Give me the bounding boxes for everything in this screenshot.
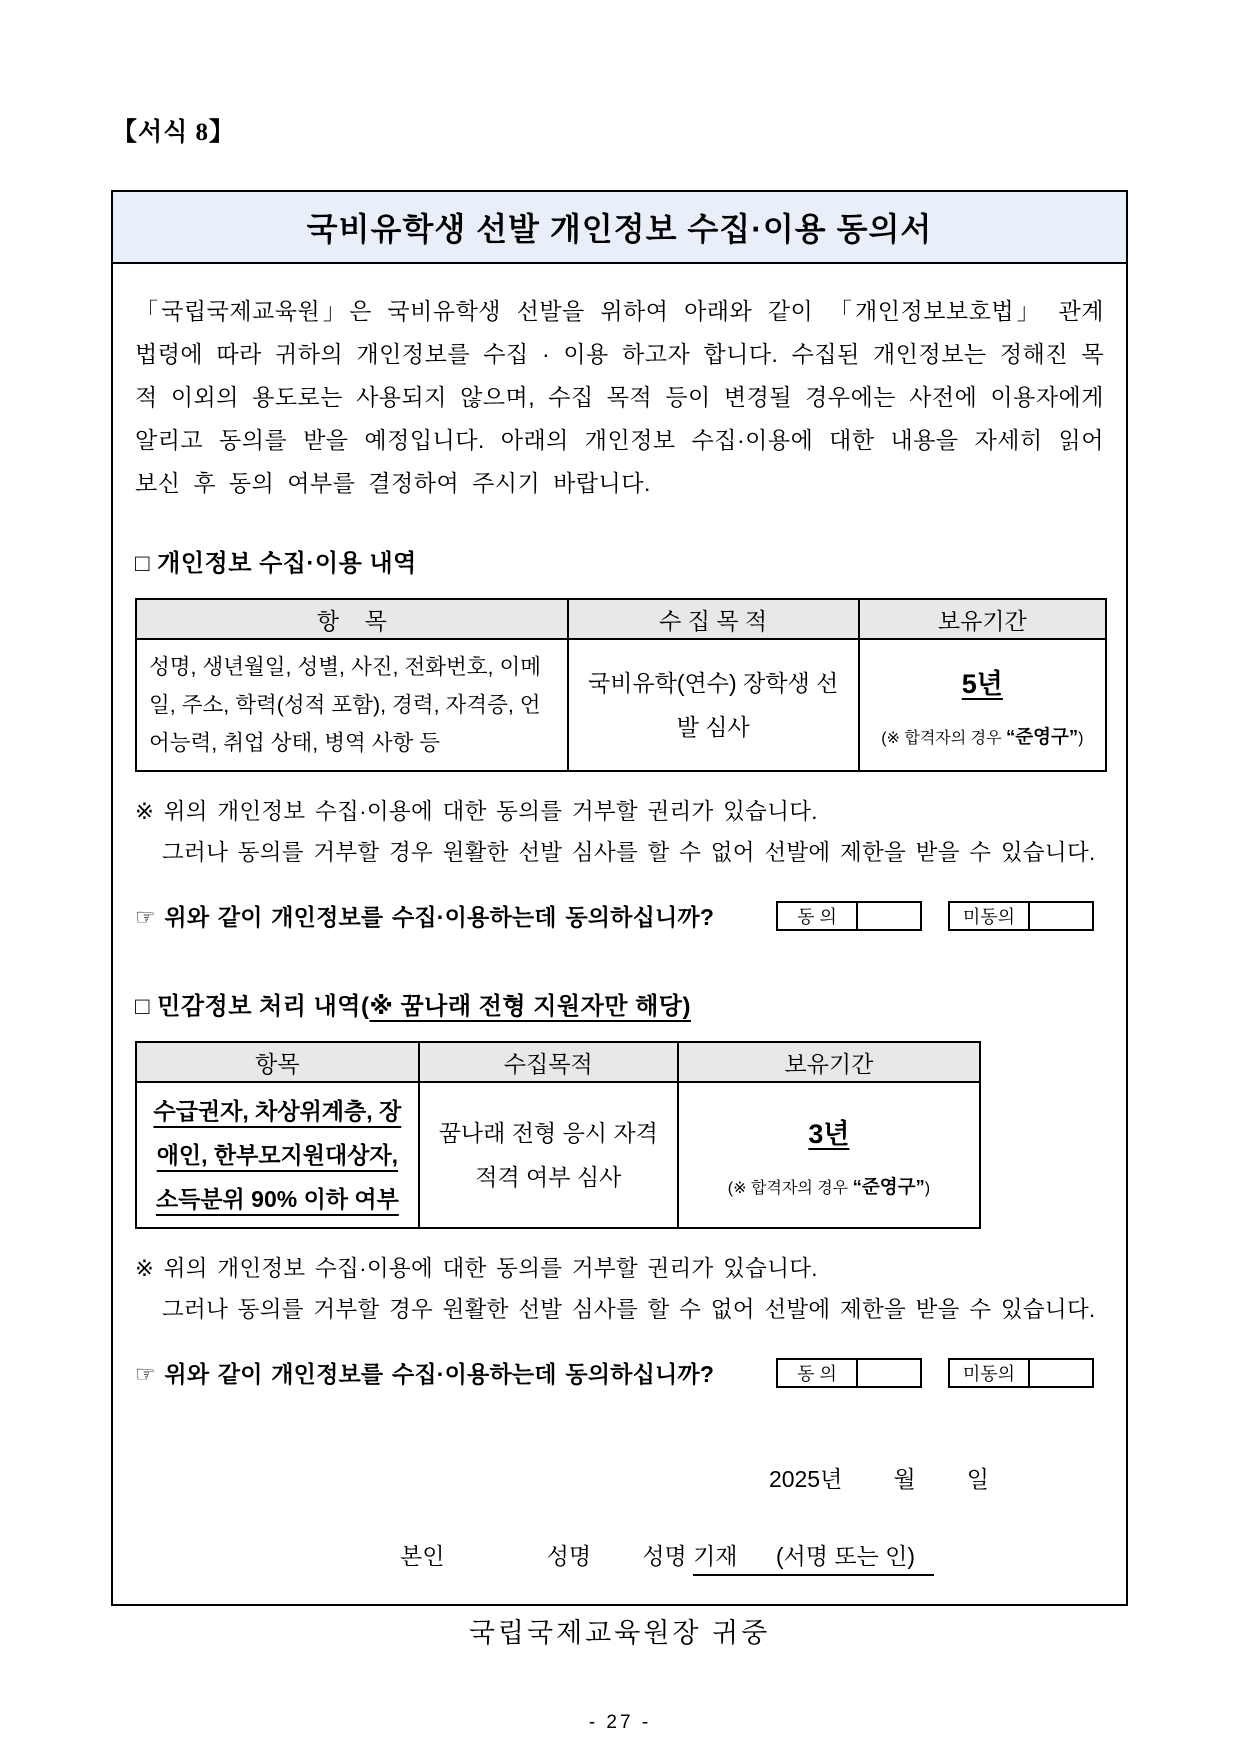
agree-mark-cell[interactable] — [858, 1360, 920, 1386]
agree-label: 동 의 — [778, 903, 858, 929]
agree-box — [776, 1358, 922, 1388]
form-label: 【서식 8】 — [112, 119, 236, 146]
note-post: ) — [924, 1179, 931, 1197]
consent-question-row-2 — [135, 1356, 1104, 1389]
refusal-right-note: ※ 위의 개인정보 수집·이용에 대한 동의를 거부할 권리가 있습니다. — [135, 1256, 818, 1281]
purpose-cell: 꿈나래 전형 응시 자격 적격 여부 심사 — [419, 1082, 678, 1228]
document-body — [113, 264, 1126, 1650]
personal-info-table — [135, 598, 1107, 772]
note-bold: “준영구” — [1006, 725, 1079, 747]
header-period: 보유기간 — [678, 1042, 980, 1082]
retention-period: 5년 — [961, 668, 1003, 699]
signature-line — [400, 1538, 1104, 1571]
retention-period: 3년 — [808, 1118, 850, 1149]
note-bold: “준영구” — [852, 1175, 925, 1197]
disagree-mark-cell[interactable] — [1030, 1360, 1092, 1386]
header-purpose: 수 집 목 적 — [568, 599, 859, 639]
table-row — [136, 639, 1106, 771]
period-cell — [859, 639, 1106, 771]
agree-label: 동 의 — [778, 1360, 858, 1386]
retention-period-note — [864, 723, 1101, 749]
section1-heading: □ 개인정보 수집·이용 내역 — [135, 550, 417, 577]
sensitive-info-table — [135, 1041, 981, 1229]
consent-question-row-1 — [135, 899, 1104, 932]
refusal-consequence-note: 그러나 동의를 거부할 경우 원활한 선발 심사를 할 수 없어 선발에 제한을 받을 수 있습니다. — [162, 1297, 1096, 1322]
choice-boxes — [776, 1358, 1094, 1388]
intro-paragraph: 「국립국제교육원」은 국비유학생 선발을 위하여 아래와 같이 「개인정보보호법」 관계 법령에 따라 귀하의 개인정보를 수집 · 이용 하고자 합니다. 수집된 개인정보는 정해진 목적 이외의 용도로는 사용되지 않으며, 수집 목적 등이 변경될 경우에는 사전에 이용자에게 알리고 동의를 받을 예정입니다. 아래의 개인정보 수집·이용에 대한 내용을 자세히 읽어 보신 후 동의 여부를 결정하여 주시기 바랍니다. — [135, 298, 1104, 496]
disagree-box — [948, 1358, 1094, 1388]
note-pre: (※ 합격자의 경우 — [881, 729, 1006, 747]
disagree-mark-cell[interactable] — [1030, 903, 1092, 929]
page-number: - 27 - — [588, 1712, 652, 1733]
agree-box — [776, 901, 922, 931]
signature-field[interactable]: 기재 (서명 또는 인) — [693, 1543, 934, 1576]
consent-question: ☞ 위와 같이 개인정보를 수집·이용하는데 동의하십니까? — [135, 904, 715, 930]
table-header-row — [136, 599, 1106, 639]
refusal-right-note: ※ 위의 개인정보 수집·이용에 대한 동의를 거부할 권리가 있습니다. — [135, 799, 818, 824]
table-header-row — [136, 1042, 980, 1082]
agree-mark-cell[interactable] — [858, 903, 920, 929]
section2-heading — [135, 986, 1104, 1021]
header-item: 항목 — [136, 1042, 419, 1082]
header-purpose: 수집목적 — [419, 1042, 678, 1082]
header-item: 항 목 — [136, 599, 568, 639]
period-cell — [678, 1082, 980, 1228]
disagree-box — [948, 901, 1094, 931]
section2-heading-prefix: □ 민감정보 처리 내역( — [135, 993, 370, 1020]
retention-period-note — [683, 1173, 975, 1199]
note-pre: (※ 합격자의 경우 — [727, 1179, 853, 1197]
refusal-consequence-note: 그러나 동의를 거부할 경우 원활한 선발 심사를 할 수 없어 선발에 제한을 받을 수 있습니다. — [162, 840, 1096, 865]
items-cell: 성명, 생년월일, 성별, 사진, 전화번호, 이메일, 주소, 학력(성적 포함), 경력, 자격증, 언어능력, 취업 상태, 병역 사항 등 — [136, 639, 568, 771]
note-post: ) — [1078, 729, 1084, 747]
document-title: 국비유학생 선발 개인정보 수집·이용 동의서 — [113, 192, 1126, 264]
header-period: 보유기간 — [859, 599, 1106, 639]
table-row — [136, 1082, 980, 1228]
addressee-line: 국립국제교육원장 귀중 — [468, 1618, 771, 1648]
choice-boxes — [776, 901, 1094, 931]
consent-form-document — [111, 190, 1128, 1648]
consent-question: ☞ 위와 같이 개인정보를 수집·이용하는데 동의하십니까? — [135, 1361, 715, 1387]
disagree-label: 미동의 — [950, 903, 1030, 929]
date-line: 2025년 월 일 — [768, 1466, 989, 1492]
purpose-cell: 국비유학(연수) 장학생 선발 심사 — [568, 639, 859, 771]
sensitive-items-cell: 수급권자, 차상위계층, 장애인, 한부모지원대상자, 소득분위 90% 이하 여부 — [136, 1082, 419, 1228]
disagree-label: 미동의 — [950, 1360, 1030, 1386]
signature-labels: 본인 성명 성명 — [400, 1543, 694, 1569]
section2-heading-underlined: ※ 꿈나래 전형 지원자만 해당) — [369, 993, 691, 1020]
